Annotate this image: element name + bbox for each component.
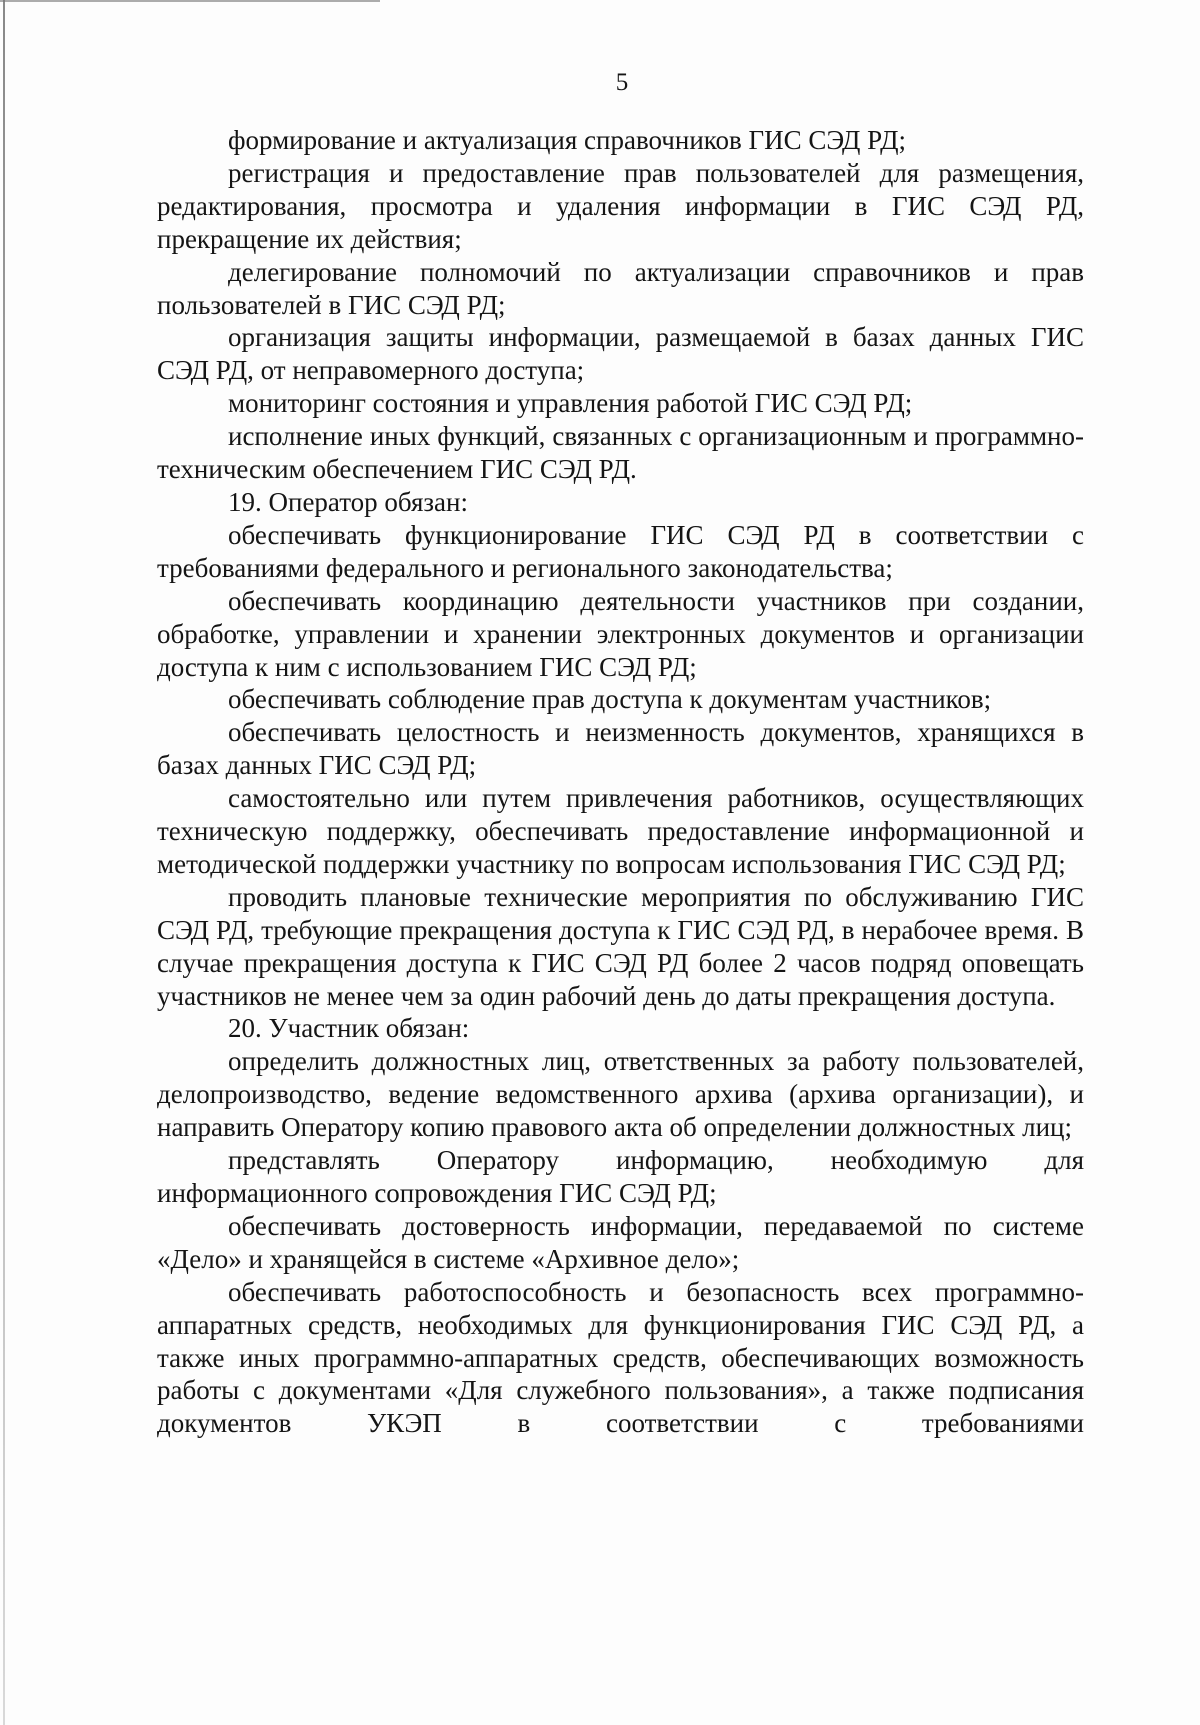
paragraph: представлять Оператору информацию, необходимую для информационного сопровождения ГИС СЭД РД; [157,1145,1084,1208]
paragraph: мониторинг состояния и управления работой ГИС СЭД РД; [228,388,913,419]
paragraph: организация защиты информации, размещаемой в базах данных ГИС СЭД РД, от неправомерного доступа; [157,322,1084,386]
paragraph: определить должностных лиц, ответственных за работу пользователей, делопроизводство, ведение ведомственного архива (архива организации), и направить Оператору копию правового акта об определении должностных лиц; [157,1046,1084,1143]
paragraph: обеспечивать функционирование ГИС СЭД РД в соответствии с требованиями федерального и регионального законодательства; [157,519,1084,583]
paragraph: исполнение иных функций, связанных с организационным и программно-техническим обеспечением ГИС СЭД РД. [157,421,1084,485]
scan-edge-shadow [3,0,5,1725]
paragraph: обеспечивать работоспособность и безопасность всех программно-аппаратных средств, необходимых для функционирования ГИС СЭД РД, а также иных программно-аппаратных средств, обеспечивающих возможность работы с документами «Для служебного пользования», а также подписания документов УКЭП в соответствии с требованиями [157,1276,1084,1439]
paragraph: регистрация и предоставление прав пользователей для размещения, редактирования, просмотра и удаления информации в ГИС СЭД РД, прекращение их действия; [157,157,1084,254]
section-heading: 19. Оператор обязан: [228,486,468,517]
paragraph: обеспечивать целостность и неизменность документов, хранящихся в базах данных ГИС СЭД РД; [157,717,1084,781]
paragraph: проводить плановые технические мероприятия по обслуживанию ГИС СЭД РД, требующие прекращения доступа к ГИС СЭД РД, в нерабочее время. В случае прекращения доступа к ГИС СЭД РД более 2 часов подряд оповещать участников не менее чем за один рабочий день до даты прекращения доступа. [157,881,1084,1011]
section-heading: 20. Участник обязан: [228,1013,470,1044]
paragraph: обеспечивать соблюдение прав доступа к документам участников; [228,684,992,715]
scan-top-shadow [0,0,380,2]
paragraph: обеспечивать координацию деятельности участников при создании, обработке, управлении и хранении электронных документов и организации доступа к ним с использованием ГИС СЭД РД; [157,585,1084,682]
document-text [157,124,1084,1440]
paragraph: делегирование полномочий по актуализации справочников и прав пользователей в ГИС СЭД РД; [157,256,1084,320]
paragraph: обеспечивать достоверность информации, передаваемой по системе «Дело» и хранящейся в системе «Архивное дело»; [157,1210,1084,1274]
page-number: 5 [615,69,629,96]
paragraph: формирование и актуализация справочников ГИС СЭД РД; [228,125,907,155]
paragraph: самостоятельно или путем привлечения работников, осуществляющих техническую поддержку, обеспечивать предоставление информационной и методической поддержки участнику по вопросам использования ГИС СЭД РД; [157,783,1084,879]
